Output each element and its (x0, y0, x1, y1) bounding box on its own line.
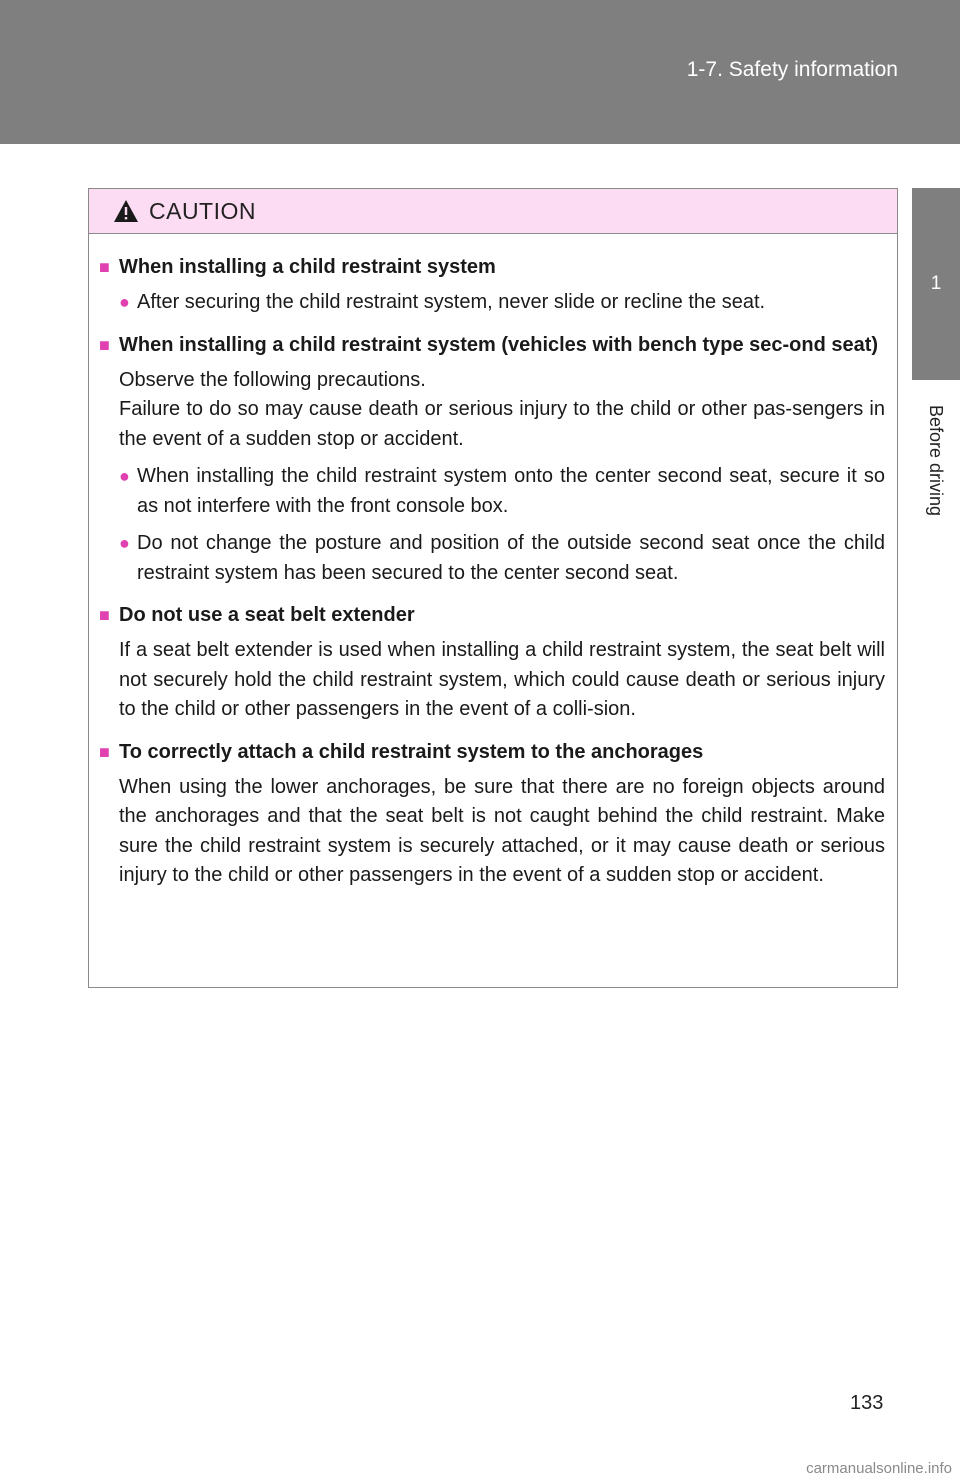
caution-section (99, 737, 885, 891)
section-paragraph: When using the lower anchorages, be sure that there are no foreign objects around the anchorages and that the seat belt is not caught behind the child restraint. Make sure the child restraint system is securely attached, or it may cause death or serious injury to the child or other passengers in the event of a sudden stop or accident. (119, 775, 885, 886)
square-bullet-icon: ■ (99, 741, 110, 762)
caution-section (99, 252, 885, 318)
section-title: To correctly attach a child restraint system to the anchorages (119, 740, 704, 763)
caution-body (89, 234, 897, 891)
square-bullet-icon: ■ (99, 257, 110, 277)
section-title: When installing a child restraint system (vehicles with bench type sec-ond seat) (119, 333, 879, 356)
chapter-label-text: Before driving (926, 404, 947, 516)
section-title: Do not use a seat belt extender (119, 604, 415, 626)
page-header (0, 0, 960, 144)
list-item: ● After securing the child restraint system, never slide or recline the seat. (119, 288, 885, 318)
circle-bullet-icon: ● (119, 466, 130, 486)
section-title: When installing a child restraint system (119, 256, 496, 278)
square-bullet-icon: ■ (99, 334, 110, 355)
list-item: ● When installing the child restraint system onto the center second seat, secure it so as not interfere with the front console box. (119, 462, 885, 521)
square-bullet-icon: ■ (99, 605, 110, 625)
caution-section (99, 330, 885, 589)
caution-title: CAUTION (149, 197, 256, 224)
watermark: carmanualsonline.info (806, 1460, 952, 1477)
page-number: 133 (850, 1392, 884, 1414)
chapter-tab: 1 (912, 188, 960, 380)
circle-bullet-icon: ● (119, 533, 130, 553)
warning-icon (113, 199, 139, 223)
caution-box (88, 188, 898, 988)
circle-bullet-icon: ● (119, 292, 130, 312)
caution-header (89, 189, 897, 234)
section-paragraph: If a seat belt extender is used when installing a child restraint system, the seat belt will not securely hold the child restraint system, which could cause death or serious injury to the child or other passengers in the event of a colli-sion. (119, 639, 885, 720)
list-item: ● Do not change the posture and position of the outside second seat once the child restraint system has been secured to the center second seat. (119, 529, 885, 588)
section-title: 1-7. Safety information (686, 58, 898, 81)
chapter-label (912, 380, 960, 540)
section-paragraph: Observe the following precautions. Failure to do so may cause death or serious injury to the child or other pas-sengers in the event of a sudden stop or accident. (119, 368, 885, 450)
caution-section (99, 600, 885, 725)
